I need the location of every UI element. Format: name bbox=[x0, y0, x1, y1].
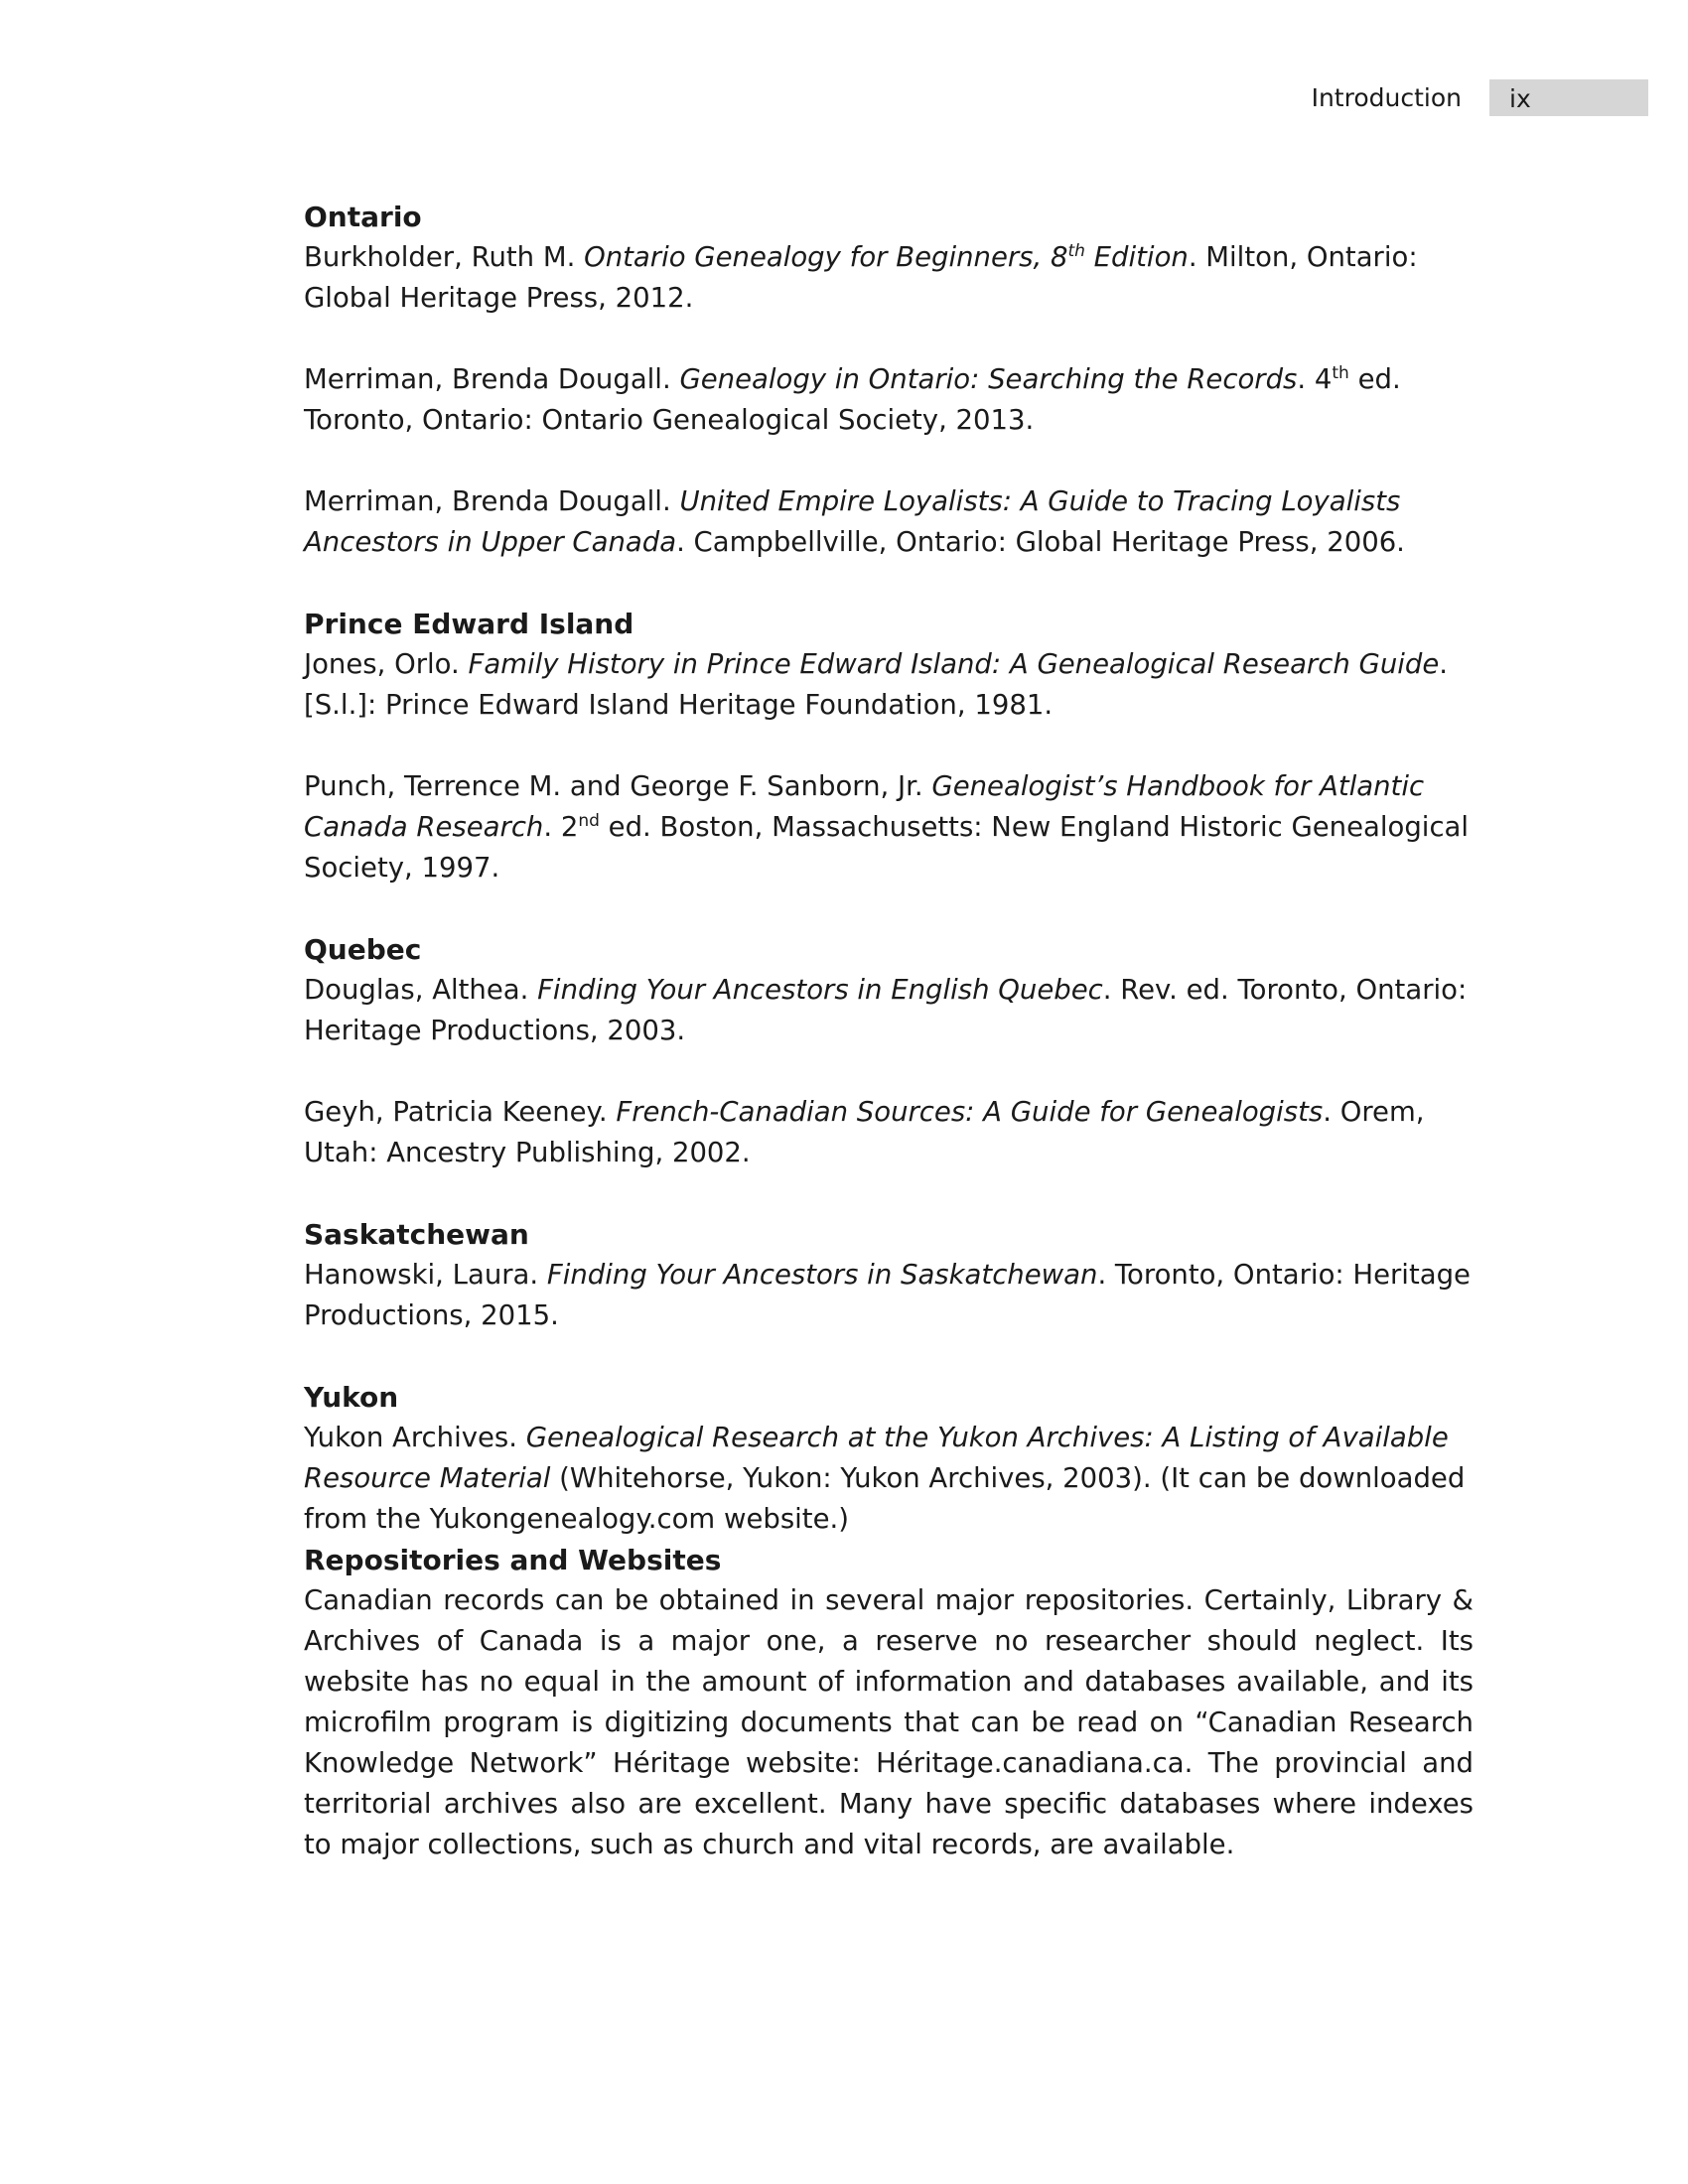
running-head bbox=[0, 79, 1688, 119]
page-number-box bbox=[1489, 79, 1648, 116]
section-heading: Saskatchewan bbox=[304, 1218, 529, 1251]
entry-title: Finding Your Ancestors in English Quebec bbox=[537, 974, 1103, 1006]
entry-text: Geyh, Patricia Keeney. bbox=[304, 1096, 617, 1128]
entry-text: Burkholder, Ruth M. bbox=[304, 241, 585, 273]
bibliography-entry bbox=[304, 970, 1474, 1051]
entry-title: Genealogist’s Handbook for Atlantic Canada Research bbox=[304, 770, 1425, 843]
bibliography-entry bbox=[304, 359, 1474, 441]
entry-title: Genealogy in Ontario: Searching the Records bbox=[679, 363, 1298, 395]
entry-superscript: th bbox=[1332, 362, 1349, 383]
section-heading: Repositories and Websites bbox=[304, 1544, 722, 1576]
bibliography-sections bbox=[304, 197, 1474, 1540]
entry-text: . Toronto, Ontario: Heritage Productions, 2015. bbox=[304, 1259, 1471, 1331]
entry-text: Punch, Terrence M. and George F. Sanborn, Jr. bbox=[304, 770, 932, 802]
entry-superscript-italic: th bbox=[1067, 240, 1085, 261]
bibliography-entry bbox=[304, 1092, 1474, 1173]
entry-text: Jones, Orlo. bbox=[304, 648, 469, 680]
entry-text: Douglas, Althea. bbox=[304, 974, 538, 1006]
entry-text: . [S.l.]: Prince Edward Island Heritage Foundation, 1981. bbox=[304, 648, 1449, 721]
section-heading: Prince Edward Island bbox=[304, 608, 634, 640]
entry-text: (Whitehorse, Yukon: Yukon Archives, 2003). (It can be downloaded from the Yukongenealogy.com website.) bbox=[304, 1462, 1466, 1535]
entry-text: . Campbellville, Ontario: Global Heritage Press, 2006. bbox=[676, 526, 1405, 558]
section-heading: Quebec bbox=[304, 933, 422, 966]
entry-title: Family History in Prince Edward Island: A Genealogical Research Guide bbox=[468, 648, 1440, 680]
section-repositories bbox=[304, 1540, 1474, 1865]
section-saskatchewan bbox=[304, 1214, 1474, 1336]
section-prince-edward-island bbox=[304, 604, 1474, 888]
section-quebec bbox=[304, 929, 1474, 1173]
entry-title: French-Canadian Sources: A Guide for Genealogists bbox=[616, 1096, 1324, 1128]
entry-text: Yukon Archives. bbox=[304, 1422, 526, 1453]
entry-title: Finding Your Ancestors in Saskatchewan bbox=[546, 1259, 1098, 1291]
bibliography-content bbox=[304, 197, 1474, 1865]
entry-text: Merriman, Brenda Dougall. bbox=[304, 485, 680, 517]
bibliography-entry bbox=[304, 1255, 1474, 1336]
entry-superscript bbox=[1067, 241, 1084, 261]
bibliography-entry bbox=[304, 1418, 1474, 1540]
section-yukon bbox=[304, 1377, 1474, 1540]
section-ontario bbox=[304, 197, 1474, 563]
running-head-section-title: Introduction bbox=[1311, 83, 1462, 112]
entry-title: Genealogical Research at the Yukon Archives: A Listing of Available Resource Material bbox=[304, 1422, 1449, 1494]
entry-title: Edition bbox=[1084, 241, 1189, 273]
section-heading: Yukon bbox=[304, 1381, 399, 1414]
entry-text: ed. Boston, Massachusetts: New England Historic Genealogical Society, 1997. bbox=[304, 811, 1470, 884]
entry-text: . Orem, Utah: Ancestry Publishing, 2002. bbox=[304, 1096, 1425, 1168]
section-heading: Ontario bbox=[304, 201, 422, 233]
entry-text: . Milton, Ontario: Global Heritage Press, 2012. bbox=[304, 241, 1418, 314]
page-number: ix bbox=[1509, 84, 1531, 113]
entry-title: United Empire Loyalists: A Guide to Tracing Loyalists Ancestors in Upper Canada bbox=[304, 485, 1401, 558]
entry-text: Merriman, Brenda Dougall. bbox=[304, 363, 680, 395]
bibliography-entry bbox=[304, 644, 1474, 726]
entry-text: ed. Toronto, Ontario: Ontario Genealogical Society, 2013. bbox=[304, 363, 1401, 436]
bibliography-entry bbox=[304, 766, 1474, 888]
entry-title: Ontario Genealogy for Beginners, 8 bbox=[584, 241, 1068, 273]
bibliography-entry bbox=[304, 237, 1474, 319]
entry-superscript: nd bbox=[578, 810, 600, 831]
bibliography-entry bbox=[304, 481, 1474, 563]
entry-text: . 2 bbox=[543, 811, 579, 843]
entry-text: Hanowski, Laura. bbox=[304, 1259, 547, 1291]
entry-text: . 4 bbox=[1297, 363, 1333, 395]
entry-text: . Rev. ed. Toronto, Ontario: Heritage Productions, 2003. bbox=[304, 974, 1468, 1046]
repositories-paragraph: Canadian records can be obtained in several major repositories. Certainly, Library & Archives of Canada is a major one, a reserve no researcher should neglect. Its website has no equal in the amount of information and databases available, and its microfilm program is digitizing documents that can be read on “Canadian Research Knowledge Network” Héritage website: Héritage.canadiana.ca. The provincial and territorial archives also are excellent. Many have specific databases where indexes to major collections, such as church and vital records, are available. bbox=[304, 1584, 1474, 1860]
